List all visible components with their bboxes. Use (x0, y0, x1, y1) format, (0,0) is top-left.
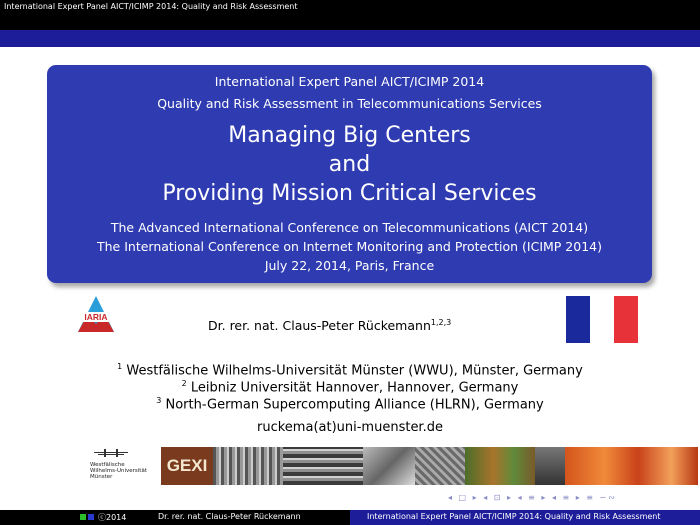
affiliation-1-text: Westfälische Wilhelms-Universität Münster (WWU), Münster, Germany (126, 363, 583, 379)
header-band (0, 14, 700, 30)
event-line-2: Quality and Risk Assessment in Telecommunications Services (157, 96, 542, 111)
conference-line-1: The Advanced International Conference on Telecommunications (AICT 2014) (110, 220, 589, 235)
date-place: July 22, 2014, Paris, France (264, 258, 435, 273)
footer-square-green (80, 514, 86, 520)
footer-square-blue (88, 514, 94, 520)
strip-photo-1 (213, 447, 283, 485)
affiliation-2-sup: 2 (181, 379, 187, 388)
strip-photo-4 (415, 447, 465, 485)
running-title: International Expert Panel AICT/ICIMP 2014: Quality and Risk Assessment (4, 2, 298, 11)
conference-line-2: The International Conference on Internet Monitoring and Protection (ICIMP 2014) (96, 239, 602, 254)
french-flag (566, 296, 638, 343)
footer-title: International Expert Panel AICT/ICIMP 2014: Quality and Risk Assessment (367, 512, 661, 521)
affiliation-1 (0, 362, 700, 378)
beamer-navigation-controls[interactable]: ◂ □ ▸ ◂ ⊡ ▸ ◂ ≡ ▸ ◂ ≡ ▸ ≡ ∽∾ (448, 493, 617, 502)
affiliation-2-text: Leibniz Universität Hannover, Hannover, Germany (190, 380, 519, 396)
wwu-logo (86, 447, 161, 485)
affiliation-3 (0, 396, 700, 412)
affiliation-3-text: North-German Supercomputing Alliance (HLRN), Germany (165, 397, 544, 413)
iaria-logo (76, 294, 116, 334)
strip-photo-5 (535, 447, 565, 485)
author-name (208, 318, 451, 333)
gexi-logo: GEXI (161, 447, 213, 485)
event-line-1: International Expert Panel AICT/ICIMP 2014 (214, 74, 485, 89)
header-blue-band (0, 30, 700, 47)
wwu-wordmark (90, 462, 147, 480)
wwu-text-2: Wilhelms-Universität (90, 468, 147, 474)
strip-photo-3 (363, 447, 415, 485)
author-sup: 1,2,3 (430, 318, 452, 327)
top-header-bar (0, 0, 700, 14)
affiliation-3-sup: 3 (156, 396, 162, 405)
wwu-text-3: Münster (90, 474, 113, 480)
wwu-text-1: Westfälische (90, 462, 125, 468)
footer-bar (0, 510, 700, 525)
title-line-3: Providing Mission Critical Services (162, 181, 537, 206)
title-line-1: Managing Big Centers (228, 123, 471, 148)
strip-map-image (465, 447, 535, 485)
affiliation-1-sup: 1 (117, 362, 123, 371)
iaria-logo-text: IARIA (84, 312, 108, 322)
logo-image-strip (86, 447, 698, 485)
footer-author: Dr. rer. nat. Claus-Peter Rückemann (158, 512, 301, 521)
flag-white (590, 296, 614, 343)
flag-red (614, 296, 638, 343)
affiliation-2 (0, 379, 700, 395)
author-name-text: Dr. rer. nat. Claus-Peter Rückemann (208, 318, 431, 334)
title-line-2: and (328, 152, 371, 177)
title-box (47, 65, 652, 283)
strip-visualization-image (565, 447, 698, 485)
strip-photo-2 (283, 447, 363, 485)
wwu-emblem-icon (86, 447, 161, 461)
footer-copyright: ⓒ2014 (98, 513, 127, 522)
flag-blue (566, 296, 590, 343)
email: ruckema(at)uni-muenster.de (257, 420, 443, 435)
